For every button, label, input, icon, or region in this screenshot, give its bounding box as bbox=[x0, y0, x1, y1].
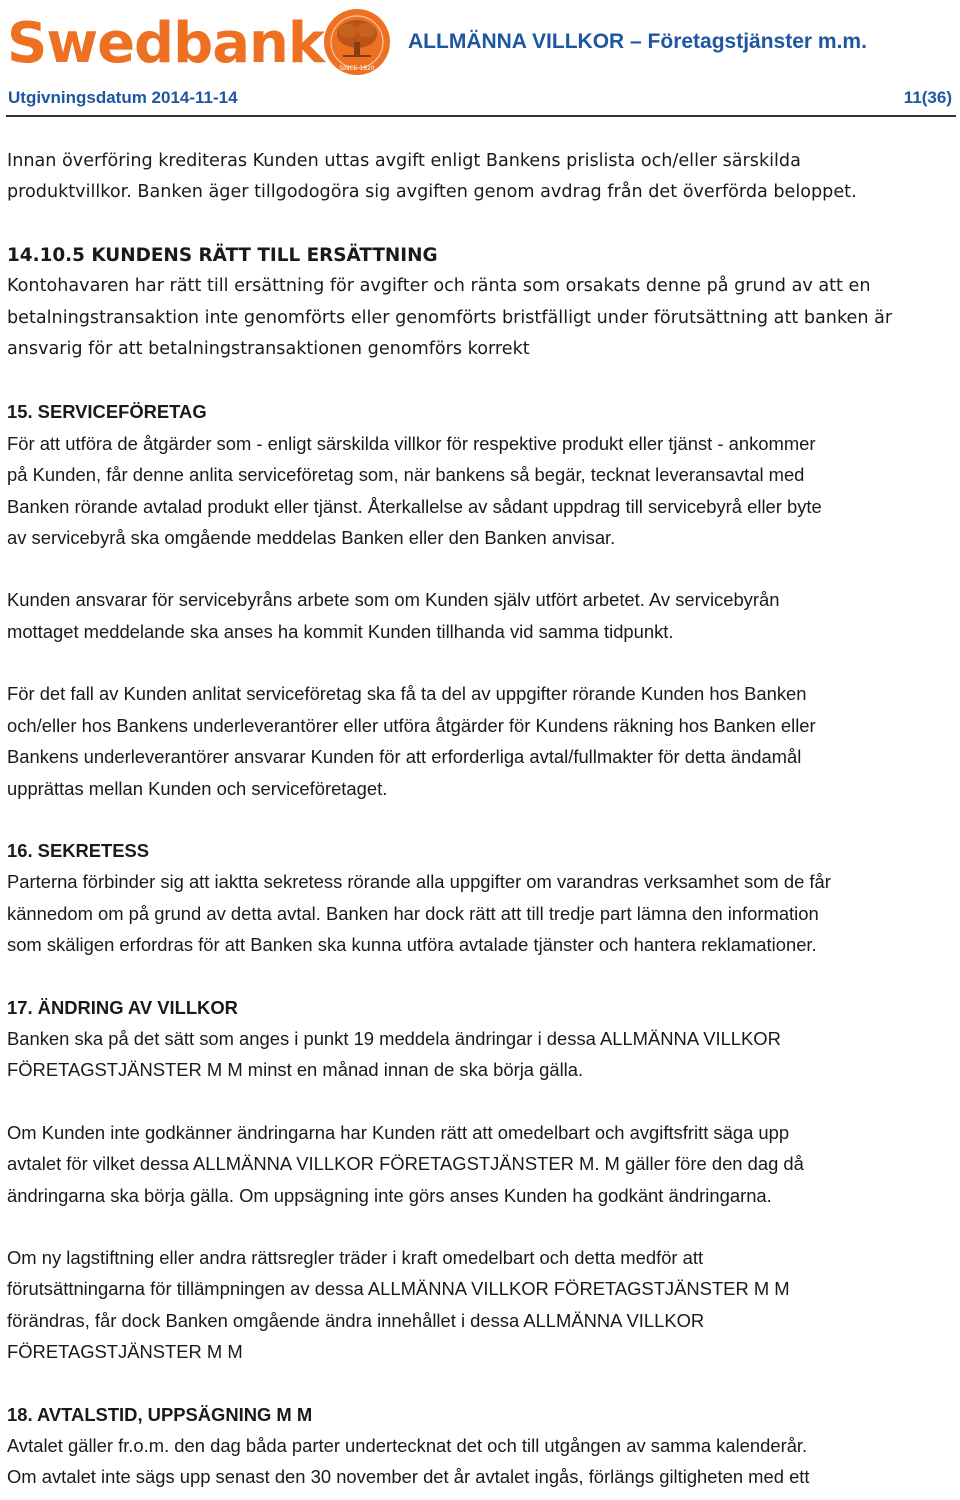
document-body bbox=[7, 146, 955, 1493]
page-header bbox=[0, 0, 960, 115]
body-line: förändras, får dock Banken omgående ändra innehållet i dessa ALLMÄNNA VILLKOR bbox=[7, 1309, 705, 1331]
body-line: på Kunden, får denne anlita serviceföretag som, när bankens så begär, tecknat leveransavtal med bbox=[7, 464, 805, 486]
body-line: Banken rörande avtalad produkt eller tjänst. Återkallelse av sådant uppdrag till servicebyrå eller byte bbox=[7, 495, 822, 517]
body-line: av servicebyrå ska omgående meddelas Banken eller den Banken anvisar. bbox=[7, 527, 616, 549]
body-line: Banken ska på det sätt som anges i punkt 19 meddela ändringar i dessa ALLMÄNNA VILLKOR bbox=[7, 1027, 781, 1049]
body-line: upprättas mellan Kunden och serviceföretaget. bbox=[7, 777, 388, 799]
body-line: Kontohavaren har rätt till ersättning för avgifter och ränta som orsakats denne på grund av att en bbox=[7, 276, 871, 297]
intro-line: Innan överföring krediteras Kunden uttas avgift enligt Bankens prislista och/eller särskilda bbox=[7, 151, 801, 171]
issue-date: Utgivningsdatum 2014-11-14 bbox=[8, 88, 238, 107]
body-line: betalningstransaktion inte genomförts eller genomförts bristfälligt under förutsättning att banken är bbox=[7, 307, 893, 328]
section-heading-16: 16. SEKRETESS bbox=[7, 839, 150, 861]
emblem-year: SINCE 1820 bbox=[339, 65, 375, 72]
body-line: som skäligen erfordras för att Banken ska kunna utföra avtalade tjänster och hantera reklamationer. bbox=[7, 934, 817, 956]
body-line: För att utföra de åtgärder som - enligt särskilda villkor för respektive produkt eller tjänst - ankommer bbox=[7, 432, 816, 454]
body-line: mottaget meddelande ska anses ha kommit Kunden tillhanda vid samma tidpunkt. bbox=[7, 620, 674, 642]
section-heading-17: 17. ÄNDRING AV VILLKOR bbox=[7, 996, 238, 1018]
intro-line: produktvillkor. Banken äger tillgodogöra sig avgiften genom avdrag från det överförda beloppet. bbox=[7, 182, 857, 203]
body-line: Parterna förbinder sig att iaktta sekretess rörande alla uppgifter om varandras verksamhet som de får bbox=[7, 871, 831, 893]
body-line: FÖRETAGSTJÄNSTER M M bbox=[7, 1341, 243, 1363]
section-heading-18: 18. AVTALSTID, UPPSÄGNING M M bbox=[7, 1403, 313, 1425]
swedbank-logo bbox=[5, 4, 395, 76]
body-line: Avtalet gäller fr.o.m. den dag båda parter undertecknat det och till utgången av samma kalenderår. bbox=[7, 1435, 808, 1456]
body-line: Om ny lagstiftning eller andra rättsregler träder i kraft omedelbart och detta medför att bbox=[7, 1246, 704, 1268]
body-line: kännedom om på grund av detta avtal. Banken har dock rätt att till tredje part lämna den information bbox=[7, 902, 819, 924]
body-line: För det fall av Kunden anlitat serviceföretag ska få ta del av uppgifter rörande Kunden hos Banken bbox=[7, 683, 807, 705]
section-heading-14-10-5: 14.10.5 KUNDENS RÄTT TILL ERSÄTTNING bbox=[7, 244, 438, 266]
body-line: Om avtalet inte sägs upp senast den 30 november det år avtalet ingås, förlängs giltigheten med ett bbox=[7, 1466, 810, 1488]
body-line: ansvarig för att betalningstransaktionen genomförs korrekt bbox=[7, 339, 530, 360]
section-heading-15: 15. SERVICEFÖRETAG bbox=[7, 401, 207, 423]
header-meta bbox=[8, 88, 952, 112]
page-number: 11(36) bbox=[903, 88, 952, 107]
body-line: FÖRETAGSTJÄNSTER M M minst en månad innan de ska börja gälla. bbox=[7, 1059, 584, 1081]
body-line: Bankens underleverantörer ansvarar Kunden för att erforderliga avtal/fullmakter för detta ändamål bbox=[7, 746, 802, 768]
body-line: avtalet för vilket dessa ALLMÄNNA VILLKOR FÖRETAGSTJÄNSTER M. M gäller före den dag då bbox=[7, 1153, 804, 1175]
body-line: Kunden ansvarar för servicebyråns arbete som om Kunden själv utfört arbetet. Av servicebyrån bbox=[7, 589, 780, 611]
body-line: Om Kunden inte godkänner ändringarna har Kunden rätt att omedelbart och avgiftsfritt säga upp bbox=[7, 1121, 790, 1143]
body-line: ändringarna ska börja gälla. Om uppsägning inte görs anses Kunden ha godkänt ändringarna. bbox=[7, 1184, 772, 1206]
body-line: och/eller hos Bankens underleverantörer eller utföra åtgärder för Kundens räkning hos Banken eller bbox=[7, 714, 816, 736]
svg-text:Swedbank: Swedbank bbox=[7, 11, 325, 76]
document-title: ALLMÄNNA VILLKOR – Företagstjänster m.m. bbox=[408, 30, 867, 53]
header-divider bbox=[6, 115, 956, 117]
body-line: förutsättningarna för tillämpningen av dessa ALLMÄNNA VILLKOR FÖRETAGSTJÄNSTER M M bbox=[7, 1278, 790, 1300]
